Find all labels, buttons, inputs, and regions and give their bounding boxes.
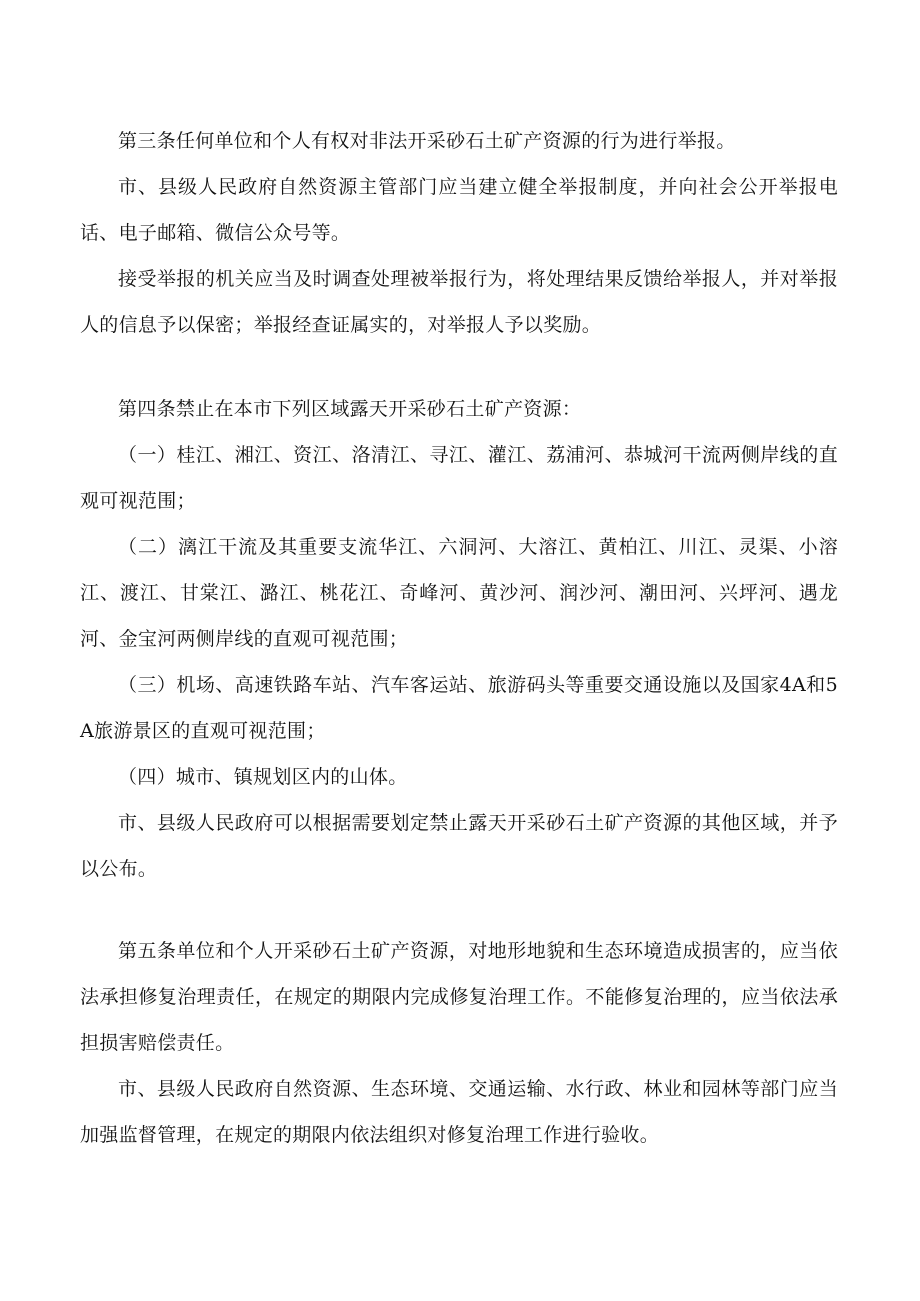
article-3	[80, 118, 838, 348]
article-5	[80, 928, 838, 1158]
article-5-paragraph-1: 第五条单位和个人开采砂石土矿产资源，对地形地貌和生态环境造成损害的，应当依法承担修复治理责任，在规定的期限内完成修复治理工作。不能修复治理的，应当依法承担损害赔偿责任。	[80, 940, 838, 1054]
article-3-paragraph-3: 接受举报的机关应当及时调查处理被举报行为，将处理结果反馈给举报人，并对举报人的信息予以保密；举报经查证属实的，对举报人予以奖励。	[80, 268, 838, 336]
article-4	[80, 386, 838, 892]
article-4-paragraph-2: 市、县级人民政府可以根据需要划定禁止露天开采砂石土矿产资源的其他区域，并予以公布。	[80, 812, 838, 880]
article-5-paragraph-2: 市、县级人民政府自然资源、生态环境、交通运输、水行政、林业和园林等部门应当加强监督管理，在规定的期限内依法组织对修复治理工作进行验收。	[80, 1078, 838, 1146]
article-4-paragraph-1: 第四条禁止在本市下列区域露天开采砂石土矿产资源：	[118, 398, 582, 420]
article-3-paragraph-2: 市、县级人民政府自然资源主管部门应当建立健全举报制度，并向社会公开举报电话、电子邮箱、微信公众号等。	[80, 176, 838, 244]
article-3-paragraph-1: 第三条任何单位和个人有权对非法开采砂石土矿产资源的行为进行举报。	[118, 130, 736, 152]
article-4-item-2: （二）漓江干流及其重要支流华江、六洞河、大溶江、黄柏江、川江、灵渠、小溶江、渡江、甘棠江、潞江、桃花江、奇峰河、黄沙河、润沙河、潮田河、兴坪河、遇龙河、金宝河两侧岸线的直观可视范围；	[80, 536, 838, 650]
article-4-item-3: （三）机场、高速铁路车站、汽车客运站、旅游码头等重要交通设施以及国家4A和5A旅游景区的直观可视范围；	[80, 674, 838, 742]
article-4-item-4: （四）城市、镇规划区内的山体。	[118, 766, 408, 788]
article-4-item-1: （一）桂江、湘江、资江、洛清江、寻江、灌江、荔浦河、恭城河干流两侧岸线的直观可视范围；	[80, 444, 838, 512]
